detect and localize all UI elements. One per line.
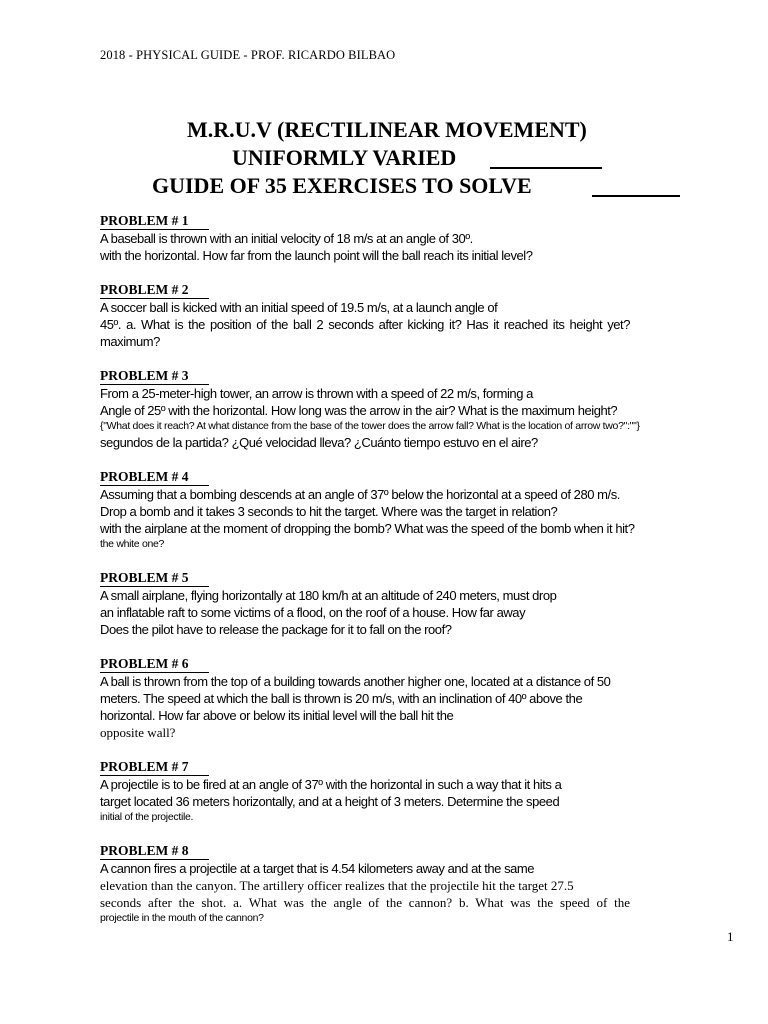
problem-text-line: A soccer ball is kicked with an initial speed of 19.5 m/s, at a launch angle of (100, 300, 498, 315)
problem-text-line: initial of the projectile. (100, 811, 194, 823)
problem-heading: PROBLEM # 4 (100, 469, 209, 486)
problem-text-line: maximum? (100, 334, 160, 349)
problem-heading: PROBLEM # 2 (100, 282, 209, 299)
problem-list (100, 212, 640, 943)
page-header: 2018 - PHYSICAL GUIDE - PROF. RICARDO BILBAO (100, 48, 396, 62)
problem-heading: PROBLEM # 6 (100, 656, 209, 673)
problem-text-line: 45º. a. What is the position of the ball 2 seconds after kicking it? Has it reached its height yet? (100, 317, 630, 332)
problem-text-line: Angle of 25º with the horizontal. How long was the arrow in the air? What is the maximum height? (100, 403, 618, 418)
problem-text-line: A projectile is to be fired at an angle of 37º with the horizontal in such a way that it hits a (100, 777, 562, 792)
problem-text-line: A baseball is thrown with an initial velocity of 18 m/s at an angle of 30º. (100, 231, 473, 246)
problem-text-line: From a 25-meter-high tower, an arrow is thrown with a speed of 22 m/s, forming a (100, 386, 533, 401)
problem-text-line: Does the pilot have to release the package for it to fall on the roof? (100, 622, 452, 637)
problem-text-line: Drop a bomb and it takes 3 seconds to hit the target. Where was the target in relation? (100, 504, 558, 519)
page-number: 1 (727, 929, 734, 944)
problem-text-line: elevation than the canyon. The artillery officer realizes that the projectile hit the target 27.5 (100, 878, 574, 893)
problem-text-line: horizontal. How far above or below its initial level will the ball hit the (100, 708, 454, 723)
problem-text-line: A ball is thrown from the top of a building towards another higher one, located at a distance of 50 (100, 674, 611, 689)
problem-4 (100, 468, 635, 552)
problem-8 (100, 842, 630, 926)
problem-text-line: seconds after the shot. a. What was the angle of the cannon? b. What was the speed of the (100, 895, 630, 910)
problem-text-line: an inflatable raft to some victims of a flood, on the roof of a house. How far away (100, 605, 526, 620)
problem-text-line: A cannon fires a projectile at a target that is 4.54 kilometers away and at the same (100, 861, 535, 876)
problem-text-line: {"What does it reach? At what distance from the base of the tower does the arrow fall? What is the location of arrow two?":""} (100, 420, 640, 432)
problem-heading: PROBLEM # 5 (100, 570, 209, 587)
problem-text-line: with the airplane at the moment of dropping the bomb? What was the speed of the bomb when it hit? (100, 521, 635, 536)
problem-5 (100, 569, 630, 638)
title-underline-2 (592, 195, 680, 197)
problem-text-line: Assuming that a bombing descends at an angle of 37º below the horizontal at a speed of 280 m/s. (100, 487, 620, 502)
problem-text-line: A small airplane, flying horizontally at 180 km/h at an altitude of 240 meters, must drop (100, 588, 557, 603)
problem-text-line: meters. The speed at which the ball is thrown is 20 m/s, with an inclination of 40º above the (100, 691, 583, 706)
title-line-1: M.R.U.V (RECTILINEAR MOVEMENT) (187, 117, 587, 142)
problem-text-line: segundos de la partida? ¿Qué velocidad lleva? ¿Cuánto tiempo estuvo en el aire? (100, 435, 538, 450)
problem-6 (100, 655, 630, 741)
problem-1 (100, 212, 630, 264)
problem-7 (100, 758, 630, 825)
problem-heading: PROBLEM # 3 (100, 368, 209, 385)
problem-2 (100, 281, 630, 350)
problem-heading: PROBLEM # 8 (100, 843, 209, 860)
problem-text-line: target located 36 meters horizontally, and at a height of 3 meters. Determine the speed (100, 794, 560, 809)
title-underline-1 (490, 167, 602, 169)
title-line-2: UNIFORMLY VARIED (232, 145, 457, 170)
problem-text-line: projectile in the mouth of the cannon? (100, 912, 264, 924)
problem-text-line: the white one? (100, 538, 165, 550)
problem-3 (100, 367, 640, 451)
problem-heading: PROBLEM # 7 (100, 759, 209, 776)
problem-text-line: opposite wall? (100, 725, 176, 740)
problem-text-line: with the horizontal. How far from the launch point will the ball reach its initial level? (100, 248, 533, 263)
title-line-3: GUIDE OF 35 EXERCISES TO SOLVE (152, 173, 532, 198)
problem-heading: PROBLEM # 1 (100, 213, 209, 230)
